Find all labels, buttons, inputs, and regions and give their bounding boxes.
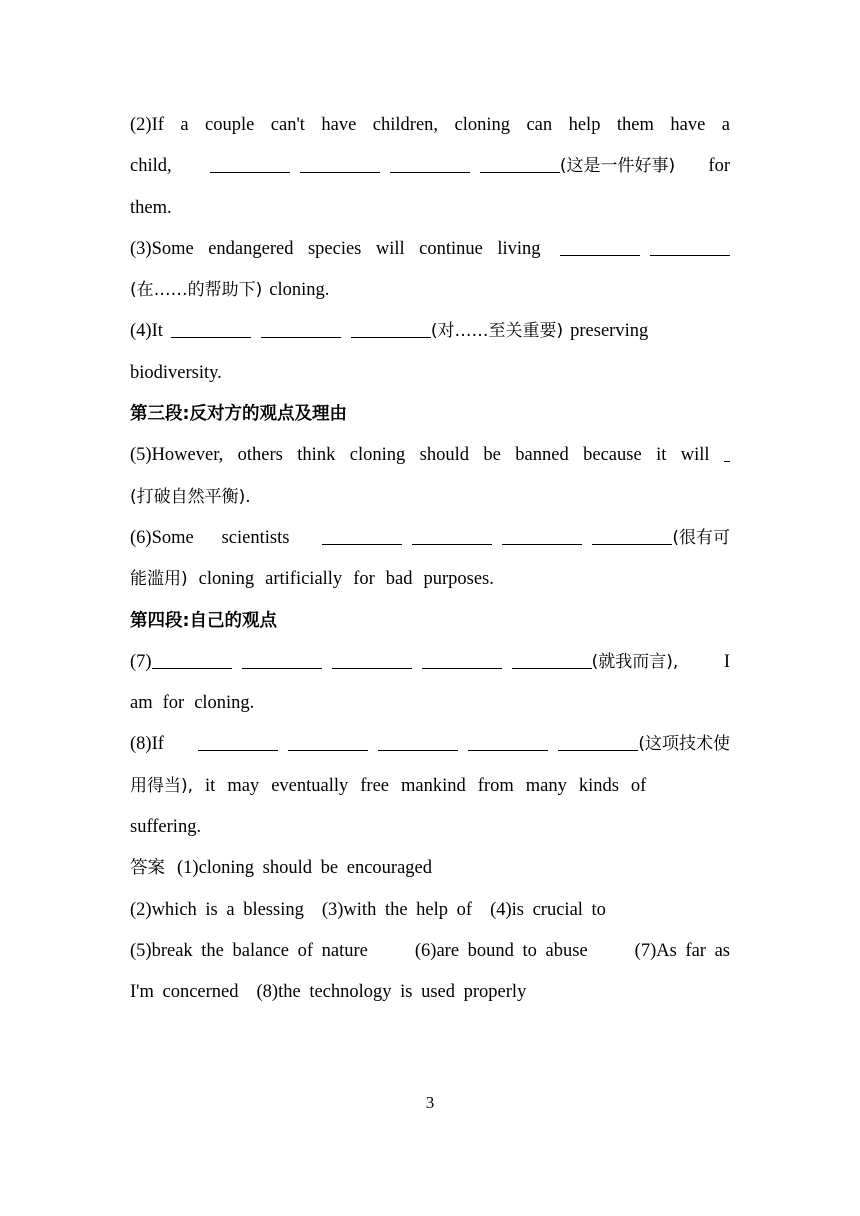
word: many <box>525 775 567 796</box>
chinese-hint: (这是一件好事) <box>559 156 676 177</box>
chinese-hint: (对……至关重要) <box>430 321 564 342</box>
answer-blank[interactable] <box>242 648 322 669</box>
answer-text: (2)which is a blessing <box>130 899 304 920</box>
word: children, <box>372 115 439 135</box>
word: be <box>483 445 501 466</box>
word: eventually <box>271 775 349 796</box>
blank-group <box>555 233 730 254</box>
word: (8)If <box>130 734 164 755</box>
answer-blank[interactable] <box>300 152 380 173</box>
answer-blank[interactable] <box>390 152 470 173</box>
blank-group <box>130 642 678 683</box>
answer-blank[interactable] <box>558 730 638 751</box>
worksheet-page <box>130 105 730 1014</box>
q2-line-1 <box>130 105 730 146</box>
word: living <box>497 238 541 259</box>
heading-text: 第三段:反对方的观点及理由 <box>130 404 347 425</box>
word: a <box>180 115 189 135</box>
word: cloning. <box>269 280 330 301</box>
word: for <box>708 156 730 177</box>
word: endangered <box>208 238 294 259</box>
q3-line-1 <box>130 229 730 270</box>
answer-blank[interactable] <box>480 152 560 173</box>
word: them <box>616 115 654 135</box>
q6-line-2 <box>130 559 730 600</box>
answer-blank[interactable] <box>592 524 672 545</box>
word: couple <box>205 115 255 135</box>
word: have <box>321 115 357 135</box>
answer-blank[interactable] <box>210 152 290 173</box>
word: free <box>360 775 389 796</box>
answer-blank[interactable] <box>650 235 730 256</box>
word: think <box>297 445 336 466</box>
word: a <box>721 115 730 135</box>
answer-text: (8)the technology is used properly <box>256 982 527 1003</box>
word: (4)It <box>130 321 163 342</box>
section-heading-4 <box>130 601 730 642</box>
word: I <box>723 651 730 672</box>
answer-line-4 <box>130 972 730 1013</box>
word: can't <box>270 115 305 135</box>
q7-line-2 <box>130 683 730 724</box>
answer-blank[interactable] <box>412 524 492 545</box>
word: from <box>477 775 514 796</box>
answer-blank[interactable] <box>378 730 458 751</box>
word: child, <box>130 156 172 177</box>
word: (7) <box>130 651 152 672</box>
word: them. <box>130 197 172 218</box>
chinese-hint: (在……的帮助下) <box>130 280 263 301</box>
chinese-hint: (就我而言), <box>591 651 679 672</box>
word: mankind <box>401 775 466 796</box>
answer-text: (7)As far as <box>634 940 730 961</box>
word: help <box>568 115 601 135</box>
answer-text: (6)are bound to abuse <box>414 940 588 961</box>
word: will <box>680 445 710 466</box>
answer-text: (3)with the help of <box>321 899 473 920</box>
answer-blank[interactable] <box>288 730 368 751</box>
q5-line-1 <box>130 435 730 476</box>
word: species <box>307 238 362 259</box>
word: have <box>670 115 706 135</box>
q2-line-3 <box>130 188 730 229</box>
page-number: 3 <box>425 1093 435 1112</box>
answer-text: (5)break the balance of nature <box>130 940 368 961</box>
answer-blank[interactable] <box>512 648 592 669</box>
word: for <box>353 569 375 590</box>
answer-blank[interactable] <box>502 524 582 545</box>
answer-text: (4)is crucial to <box>490 899 606 920</box>
q8-line-2 <box>130 766 730 807</box>
answer-blank[interactable] <box>171 317 251 338</box>
word: of <box>630 775 647 796</box>
blank-group <box>193 724 730 765</box>
word: cloning <box>454 115 510 135</box>
word: artificially <box>265 569 343 590</box>
q5-line-2 <box>130 477 730 518</box>
q2-line-2 <box>130 146 730 187</box>
answer-blank[interactable] <box>468 730 548 751</box>
word: preserving <box>570 321 649 342</box>
word: may <box>227 775 260 796</box>
word: it <box>656 445 667 466</box>
word: cloning <box>198 569 255 590</box>
chinese-hint: 能滥用) <box>130 569 188 590</box>
answer-blank[interactable] <box>351 317 431 338</box>
answer-text: (1)cloning should be encouraged <box>177 858 432 879</box>
q7-line-1 <box>130 642 730 683</box>
answer-blank[interactable] <box>261 317 341 338</box>
word: for <box>162 693 185 714</box>
answer-text: I'm concerned <box>130 982 239 1003</box>
answer-line-2 <box>130 890 730 931</box>
q4-line-2 <box>130 353 730 394</box>
word: it <box>205 775 216 796</box>
word: (2)If <box>130 115 164 135</box>
word: (3)Some <box>130 238 194 259</box>
word: others <box>237 445 283 466</box>
answer-blank[interactable] <box>198 730 278 751</box>
chinese-hint: (很有可 <box>672 527 730 548</box>
word: (5)However, <box>130 445 224 466</box>
word: scientists <box>221 527 290 548</box>
word: biodiversity. <box>130 362 222 383</box>
answer-line-3 <box>130 931 730 972</box>
section-heading-3 <box>130 394 730 435</box>
q6-line-1 <box>130 518 730 559</box>
answer-blank[interactable] <box>322 524 402 545</box>
q8-line-1 <box>130 724 730 765</box>
answer-label: 答案 <box>130 858 165 879</box>
q4-line-1 <box>130 311 730 352</box>
answer-line-1 <box>130 848 730 889</box>
word: banned <box>515 445 569 466</box>
word: purposes. <box>423 569 494 590</box>
chinese-hint: (这项技术使 <box>638 734 730 755</box>
word: suffering. <box>130 817 202 838</box>
word: can <box>526 115 553 135</box>
q8-line-3 <box>130 807 730 848</box>
chinese-hint: (打破自然平衡). <box>130 486 251 507</box>
word: kinds <box>578 775 619 796</box>
answer-blank[interactable] <box>724 441 730 462</box>
word: bad <box>385 569 413 590</box>
blank-group <box>317 518 730 559</box>
word: cloning. <box>194 693 255 714</box>
word: am <box>130 693 153 714</box>
answer-blank[interactable] <box>152 648 232 669</box>
blank-group <box>205 146 675 187</box>
answer-blank[interactable] <box>332 648 412 669</box>
chinese-hint: 用得当), <box>130 775 194 796</box>
answer-blank[interactable] <box>422 648 502 669</box>
word: (6)Some <box>130 527 194 548</box>
heading-text: 第四段:自己的观点 <box>130 610 277 631</box>
word: because <box>583 445 642 466</box>
word: will <box>375 238 405 259</box>
q3-line-2 <box>130 270 730 311</box>
word: should <box>419 445 469 466</box>
word: continue <box>419 238 483 259</box>
word: cloning <box>349 445 406 466</box>
answer-blank[interactable] <box>560 235 640 256</box>
